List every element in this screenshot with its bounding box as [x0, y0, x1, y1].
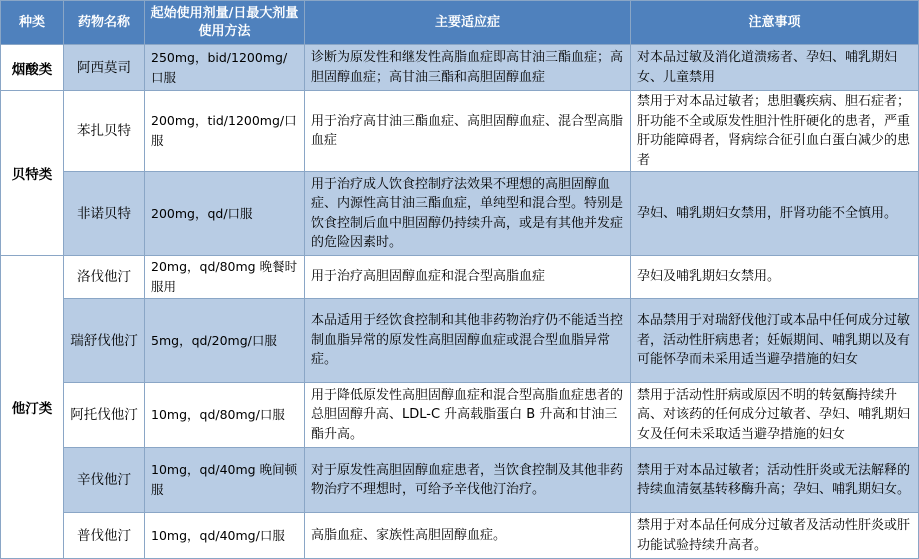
table-row: [1, 91, 919, 172]
table-row: [1, 448, 919, 513]
indication-cell: 用于治疗高甘油三酯血症、高胆固醇血症、混合型高脂血症: [305, 91, 631, 172]
notes-cell: 本品禁用于对瑞舒伐他汀或本品中任何成分过敏者，活动性肝病患者；妊娠期间、哺乳期以及有可能怀孕而未采用适当避孕措施的妇女: [631, 299, 919, 383]
table-row: [1, 299, 919, 383]
header-category: 种类: [1, 1, 64, 45]
dose-cell: 10mg，qd/40mg 晚间顿服: [145, 448, 305, 513]
header-notes: 注意事项: [631, 1, 919, 45]
indication-cell: 高脂血症、家族性高胆固醇血症。: [305, 513, 631, 559]
drug-name-cell: 辛伐他汀: [64, 448, 145, 513]
table-row: [1, 45, 919, 91]
indication-cell: 用于降低原发性高胆固醇血症和混合型高脂血症患者的总胆固醇升高、LDL-C 升高载脂蛋白 B 升高和甘油三酯升高。: [305, 383, 631, 448]
drug-name-cell: 非诺贝特: [64, 172, 145, 256]
drug-name-cell: 普伐他汀: [64, 513, 145, 559]
dose-cell: 20mg，qd/80mg 晚餐时服用: [145, 256, 305, 299]
table-row: [1, 513, 919, 559]
notes-cell: 禁用于对本品任何成分过敏者及活动性肝炎或肝功能试验持续升高者。: [631, 513, 919, 559]
dose-cell: 10mg，qd/80mg/口服: [145, 383, 305, 448]
drug-name-cell: 阿托伐他汀: [64, 383, 145, 448]
indication-cell: 诊断为原发性和继发性高脂血症即高甘油三酯血症；高胆固醇血症；高甘油三酯和高胆固醇血症: [305, 45, 631, 91]
notes-cell: 孕妇、哺乳期妇女禁用，肝肾功能不全慎用。: [631, 172, 919, 256]
indication-cell: 用于治疗成人饮食控制疗法效果不理想的高胆固醇血症、内源性高甘油三酯血症，单纯型和混合型。特别是饮食控制后血中胆固醇仍持续升高，或是有其他并发症的危险因素时。: [305, 172, 631, 256]
indication-cell: 对于原发性高胆固醇血症患者，当饮食控制及其他非药物治疗不理想时，可给予辛伐他汀治疗。: [305, 448, 631, 513]
notes-cell: 对本品过敏及消化道溃疡者、孕妇、哺乳期妇女、儿童禁用: [631, 45, 919, 91]
drug-name-cell: 苯扎贝特: [64, 91, 145, 172]
table-row: [1, 256, 919, 299]
header-drug: 药物名称: [64, 1, 145, 45]
dose-cell: 200mg，qd/口服: [145, 172, 305, 256]
dose-cell: 10mg，qd/40mg/口服: [145, 513, 305, 559]
indication-cell: 本品适用于经饮食控制和其他非药物治疗仍不能适当控制血脂异常的原发性高胆固醇血症或混合型血脂异常症。: [305, 299, 631, 383]
header-indication: 主要适应症: [305, 1, 631, 45]
category-cell: 他汀类: [1, 256, 64, 559]
dose-cell: 200mg，tid/1200mg/口服: [145, 91, 305, 172]
dose-cell: 250mg，bid/1200mg/口服: [145, 45, 305, 91]
drug-name-cell: 洛伐他汀: [64, 256, 145, 299]
indication-cell: 用于治疗高胆固醇血症和混合型高脂血症: [305, 256, 631, 299]
table-row: [1, 383, 919, 448]
category-cell: 烟酸类: [1, 45, 64, 91]
notes-cell: 禁用于对本品过敏者；活动性肝炎或无法解释的持续血清氨基转移酶升高；孕妇、哺乳期妇女。: [631, 448, 919, 513]
header-dose: 起始使用剂量/日最大剂量使用方法: [145, 1, 305, 45]
header-row: [1, 1, 919, 45]
drug-name-cell: 阿西莫司: [64, 45, 145, 91]
dose-cell: 5mg，qd/20mg/口服: [145, 299, 305, 383]
category-cell: 贝特类: [1, 91, 64, 256]
notes-cell: 孕妇及哺乳期妇女禁用。: [631, 256, 919, 299]
notes-cell: 禁用于对本品过敏者；患胆囊疾病、胆石症者；肝功能不全或原发性胆汁性肝硬化的患者，严重肝功能障碍者，肾病综合征引血白蛋白减少的患者: [631, 91, 919, 172]
table-row: [1, 172, 919, 256]
notes-cell: 禁用于活动性肝病或原因不明的转氨酶持续升高、对该药的任何成分过敏者、孕妇、哺乳期妇女及任何未采取适当避孕措施的妇女: [631, 383, 919, 448]
drug-name-cell: 瑞舒伐他汀: [64, 299, 145, 383]
